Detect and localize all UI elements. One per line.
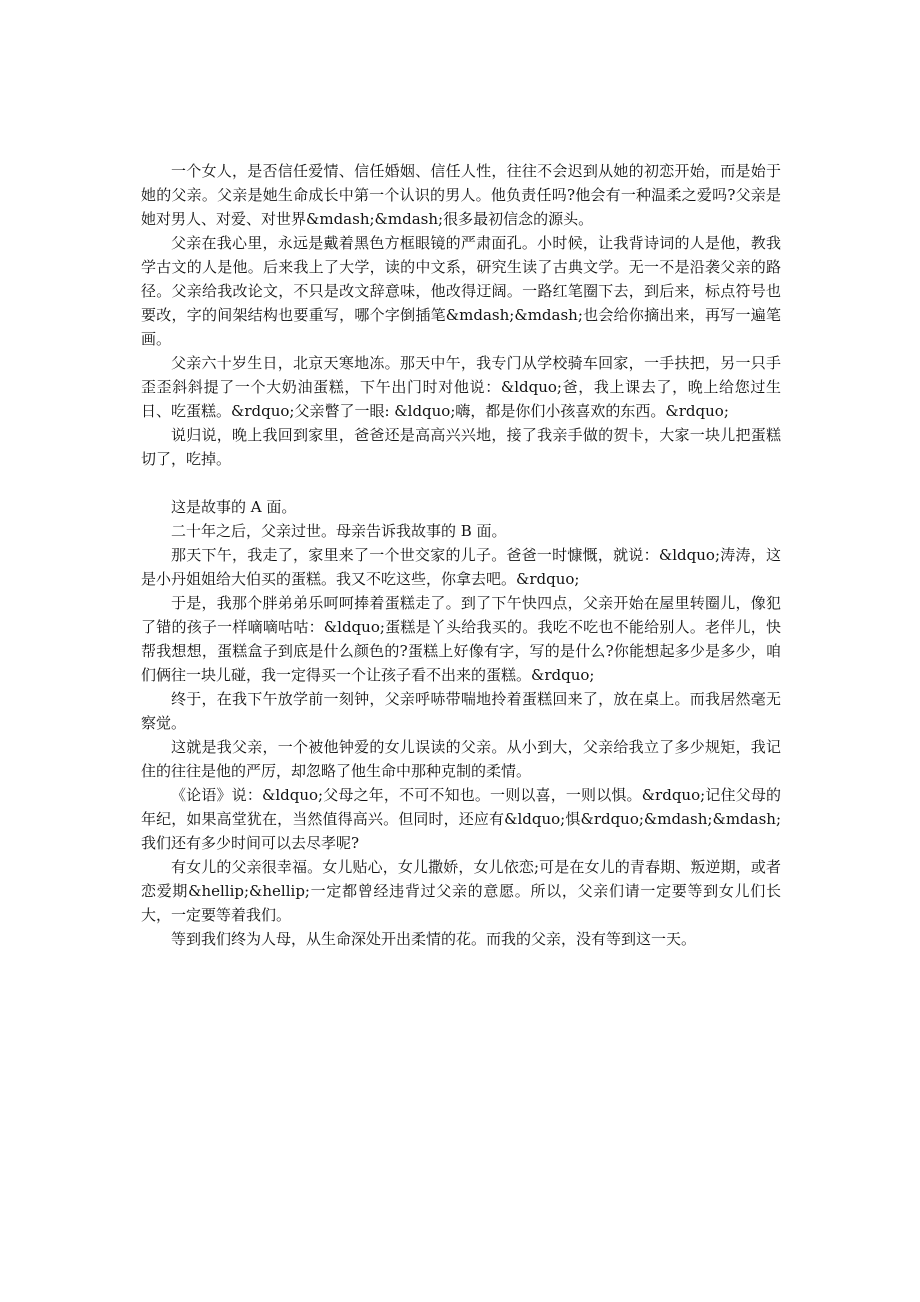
paragraph: 一个女人，是否信任爱情、信任婚姻、信任人性，往往不会迟到从她的初恋开始，而是始于她的父亲。父亲是她生命成长中第一个认识的男人。他负责任吗?他会有一种温柔之爱吗?父亲是她对男人、对爱、对世界&mdash;&mdash;很多最初信念的源头。 xyxy=(141,162,781,228)
paragraph: 有女儿的父亲很幸福。女儿贴心，女儿撒娇，女儿依恋;可是在女儿的青春期、叛逆期，或者恋爱期&hellip;&hellip;一定都曾经违背过父亲的意愿。所以，父亲们请一定要等到女儿们长大，一定要等着我们。 xyxy=(141,858,781,924)
paragraph: 这就是我父亲，一个被他钟爱的女儿误读的父亲。从小到大，父亲给我立了多少规矩，我记住的往往是他的严厉，却忽略了他生命中那种克制的柔情。 xyxy=(141,738,781,780)
article-body xyxy=(141,159,781,951)
paragraph: 二十年之后，父亲过世。母亲告诉我故事的 B 面。 xyxy=(171,522,507,540)
paragraph: 等到我们终为人母，从生命深处开出柔情的花。而我的父亲，没有等到这一天。 xyxy=(171,930,697,948)
paragraph: 于是，我那个胖弟弟乐呵呵捧着蛋糕走了。到了下午快四点，父亲开始在屋里转圈儿，像犯了错的孩子一样嘀嘀咕咕：&ldquo;蛋糕是丫头给我买的。我吃不吃也不能给别人。老伴儿，快帮我想想，蛋糕盒子到底是什么颜色的?蛋糕上好像有字，写的是什么?你能想起多少是多少，咱们俩往一块儿碰，我一定得买一个让孩子看不出来的蛋糕。&rdquo; xyxy=(141,594,781,684)
paragraph: 说归说，晚上我回到家里，爸爸还是高高兴兴地，接了我亲手做的贺卡，大家一块儿把蛋糕切了，吃掉。 xyxy=(141,426,781,468)
paragraph-spacer xyxy=(141,471,781,495)
paragraph: 那天下午，我走了，家里来了一个世交家的儿子。爸爸一时慷慨，就说：&ldquo;涛涛，这是小丹姐姐给大伯买的蛋糕。我又不吃这些，你拿去吧。&rdquo; xyxy=(141,546,781,588)
paragraph: 父亲六十岁生日，北京天寒地冻。那天中午，我专门从学校骑车回家，一手扶把，另一只手歪歪斜斜提了一个大奶油蛋糕，下午出门时对他说：&ldquo;爸，我上课去了，晚上给您过生日、吃蛋糕。&rdquo;父亲瞥了一眼: &ldquo;嗨，都是你们小孩喜欢的东西。&rdquo; xyxy=(141,354,781,420)
paragraph: 这是故事的 A 面。 xyxy=(171,498,297,516)
paragraph: 父亲在我心里，永远是戴着黑色方框眼镜的严肃面孔。小时候，让我背诗词的人是他，教我学古文的人是他。后来我上了大学，读的中文系，研究生读了古典文学。无一不是沿袭父亲的路径。父亲给我改论文，不只是改文辞意味，他改得迂阔。一路红笔圈下去，到后来，标点符号也要改，字的间架结构也要重写，哪个字倒插笔&mdash;&mdash;也会给你摘出来，再写一遍笔画。 xyxy=(141,234,781,348)
paragraph: 《论语》说：&ldquo;父母之年，不可不知也。一则以喜，一则以惧。&rdquo;记住父母的年纪，如果高堂犹在，当然值得高兴。但同时，还应有&ldquo;惧&rdquo;&mdash;&mdash;我们还有多少时间可以去尽孝呢? xyxy=(141,786,781,852)
paragraph: 终于，在我下午放学前一刻钟，父亲呼哧带喘地拎着蛋糕回来了，放在桌上。而我居然毫无察觉。 xyxy=(141,690,781,732)
